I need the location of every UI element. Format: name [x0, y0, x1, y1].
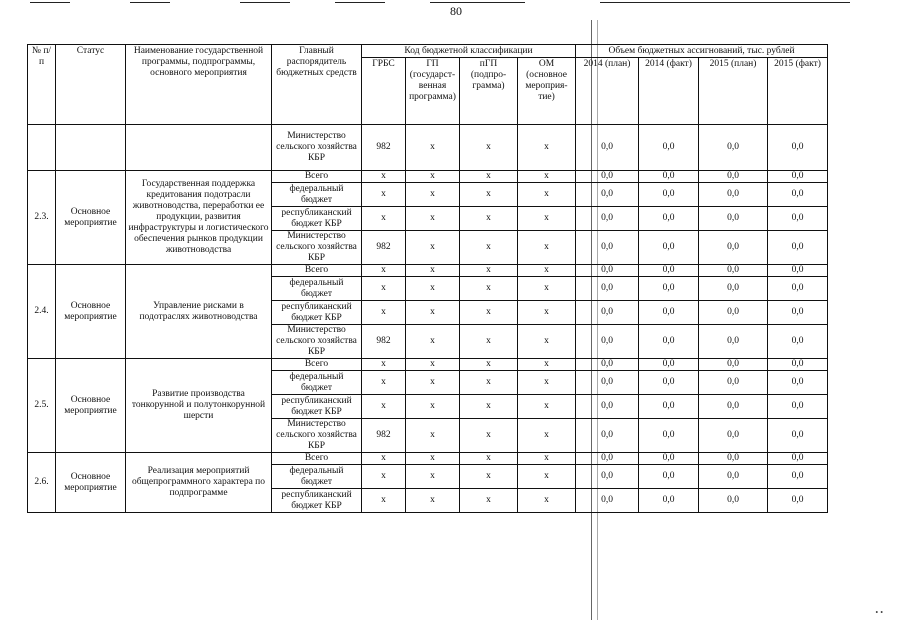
- value-2014-plan-cell: 0,0: [576, 125, 639, 171]
- row-measure-name: Развитие производства тонкорунной и полутонкорунной шерсти: [126, 359, 272, 453]
- grbs-cell: 982: [362, 125, 406, 171]
- value-2014-plan-cell: 0,0: [576, 301, 639, 325]
- value-2015-plan-cell: 0,0: [699, 207, 768, 231]
- distributor-cell: Всего: [272, 265, 362, 277]
- header-num: № п/п: [28, 45, 56, 125]
- value-2014-plan-cell: 0,0: [576, 277, 639, 301]
- distributor-cell: республиканский бюджет КБР: [272, 207, 362, 231]
- pgp-cell: x: [460, 171, 518, 183]
- grbs-cell: x: [362, 489, 406, 513]
- pgp-cell: x: [460, 325, 518, 359]
- value-2015-plan-cell: 0,0: [699, 183, 768, 207]
- value-2015-plan-cell: 0,0: [699, 301, 768, 325]
- om-cell: x: [518, 265, 576, 277]
- row-number: 2.5.: [28, 359, 56, 453]
- value-2014-plan-cell: 0,0: [576, 395, 639, 419]
- distributor-cell: республиканский бюджет КБР: [272, 301, 362, 325]
- gp-cell: x: [406, 301, 460, 325]
- om-cell: x: [518, 183, 576, 207]
- row-measure-name: Управление рисками в подотраслях животноводства: [126, 265, 272, 359]
- value-2015-plan-cell: 0,0: [699, 231, 768, 265]
- value-2014-plan-cell: 0,0: [576, 265, 639, 277]
- value-2014-fact-cell: 0,0: [639, 419, 699, 453]
- value-2015-fact-cell: 0,0: [768, 359, 828, 371]
- distributor-cell: республиканский бюджет КБР: [272, 489, 362, 513]
- om-cell: x: [518, 489, 576, 513]
- value-2014-plan-cell: 0,0: [576, 231, 639, 265]
- value-2015-fact-cell: 0,0: [768, 395, 828, 419]
- value-2014-fact-cell: 0,0: [639, 171, 699, 183]
- grbs-cell: x: [362, 277, 406, 301]
- distributor-cell: Министерство сельского хозяйства КБР: [272, 231, 362, 265]
- value-2015-fact-cell: 0,0: [768, 277, 828, 301]
- distributor-cell: Всего: [272, 359, 362, 371]
- value-2015-fact-cell: 0,0: [768, 371, 828, 395]
- grbs-cell: 982: [362, 325, 406, 359]
- row-num-cell: [28, 125, 56, 171]
- grbs-cell: x: [362, 265, 406, 277]
- row-number: 2.3.: [28, 171, 56, 265]
- value-2014-fact-cell: 0,0: [639, 465, 699, 489]
- scan-marks: • •: [875, 608, 883, 617]
- budget-table: [27, 44, 828, 513]
- value-2015-plan-cell: 0,0: [699, 277, 768, 301]
- value-2014-plan-cell: 0,0: [576, 489, 639, 513]
- gp-cell: x: [406, 371, 460, 395]
- value-2014-plan-cell: 0,0: [576, 371, 639, 395]
- value-2015-plan-cell: 0,0: [699, 265, 768, 277]
- scan-top-line: [600, 2, 850, 3]
- distributor-cell: федеральный бюджет: [272, 371, 362, 395]
- value-2014-fact-cell: 0,0: [639, 301, 699, 325]
- row-status-cell: [56, 125, 126, 171]
- value-2015-fact-cell: 0,0: [768, 125, 828, 171]
- pgp-cell: x: [460, 265, 518, 277]
- om-cell: x: [518, 277, 576, 301]
- header-2014-fact: 2014 (факт): [639, 58, 699, 125]
- value-2015-plan-cell: 0,0: [699, 325, 768, 359]
- pgp-cell: x: [460, 301, 518, 325]
- row-status: Основное мероприятие: [56, 453, 126, 513]
- gp-cell: x: [406, 419, 460, 453]
- value-2014-fact-cell: 0,0: [639, 183, 699, 207]
- distributor-cell: федеральный бюджет: [272, 183, 362, 207]
- row-number: 2.4.: [28, 265, 56, 359]
- gp-cell: x: [406, 465, 460, 489]
- value-2015-fact-cell: 0,0: [768, 207, 828, 231]
- value-2014-plan-cell: 0,0: [576, 171, 639, 183]
- value-2014-plan-cell: 0,0: [576, 419, 639, 453]
- pgp-cell: x: [460, 277, 518, 301]
- value-2015-fact-cell: 0,0: [768, 231, 828, 265]
- row-status: Основное мероприятие: [56, 265, 126, 359]
- value-2014-fact-cell: 0,0: [639, 231, 699, 265]
- value-2015-plan-cell: 0,0: [699, 371, 768, 395]
- om-cell: x: [518, 395, 576, 419]
- grbs-cell: x: [362, 183, 406, 207]
- scan-top-line: [335, 2, 385, 3]
- gp-cell: x: [406, 207, 460, 231]
- pgp-cell: x: [460, 183, 518, 207]
- value-2015-plan-cell: 0,0: [699, 453, 768, 465]
- gp-cell: x: [406, 171, 460, 183]
- value-2014-plan-cell: 0,0: [576, 325, 639, 359]
- row-number: 2.6.: [28, 453, 56, 513]
- gp-cell: x: [406, 265, 460, 277]
- scan-top-line: [430, 2, 525, 3]
- value-2015-fact-cell: 0,0: [768, 489, 828, 513]
- om-cell: x: [518, 465, 576, 489]
- value-2015-plan-cell: 0,0: [699, 419, 768, 453]
- gp-cell: x: [406, 325, 460, 359]
- row-measure-name: Реализация мероприятий общепрограммного характера по подпрограмме: [126, 453, 272, 513]
- om-cell: x: [518, 207, 576, 231]
- header-volume: Объем бюджетных ассигнований, тыс. рублей: [576, 45, 828, 58]
- om-cell: x: [518, 325, 576, 359]
- value-2015-fact-cell: 0,0: [768, 325, 828, 359]
- value-2014-plan-cell: 0,0: [576, 453, 639, 465]
- scan-top-line: [30, 2, 70, 3]
- distributor-cell: федеральный бюджет: [272, 277, 362, 301]
- value-2014-fact-cell: 0,0: [639, 125, 699, 171]
- distributor-cell: Всего: [272, 453, 362, 465]
- distributor-cell: Министерство сельского хозяйства КБР: [272, 325, 362, 359]
- grbs-cell: x: [362, 171, 406, 183]
- value-2015-plan-cell: 0,0: [699, 125, 768, 171]
- gp-cell: x: [406, 453, 460, 465]
- pgp-cell: x: [460, 207, 518, 231]
- row-status: Основное мероприятие: [56, 359, 126, 453]
- pgp-cell: x: [460, 465, 518, 489]
- header-2015-plan: 2015 (план): [699, 58, 768, 125]
- value-2014-plan-cell: 0,0: [576, 183, 639, 207]
- table-row: [28, 265, 828, 277]
- distributor-cell: Министерство сельского хозяйства КБР: [272, 125, 362, 171]
- value-2014-plan-cell: 0,0: [576, 207, 639, 231]
- gp-cell: x: [406, 395, 460, 419]
- distributor-cell: Всего: [272, 171, 362, 183]
- header-status: Статус: [56, 45, 126, 125]
- grbs-cell: x: [362, 301, 406, 325]
- value-2015-fact-cell: 0,0: [768, 265, 828, 277]
- pgp-cell: x: [460, 395, 518, 419]
- value-2015-fact-cell: 0,0: [768, 465, 828, 489]
- value-2014-plan-cell: 0,0: [576, 359, 639, 371]
- header-kbk: Код бюджетной классификации: [362, 45, 576, 58]
- value-2015-plan-cell: 0,0: [699, 359, 768, 371]
- distributor-cell: Министерство сельского хозяйства КБР: [272, 419, 362, 453]
- table-row: [28, 453, 828, 465]
- gp-cell: x: [406, 125, 460, 171]
- row-measure-name: Государственная поддержка кредитования подотрасли животноводства, переработки ее продукции, развития инфраструктуры и логистического обеспечения рынков продукции животноводства: [126, 171, 272, 265]
- om-cell: x: [518, 171, 576, 183]
- pgp-cell: x: [460, 359, 518, 371]
- scan-top-line: [240, 2, 290, 3]
- pgp-cell: x: [460, 489, 518, 513]
- value-2015-fact-cell: 0,0: [768, 419, 828, 453]
- om-cell: x: [518, 359, 576, 371]
- grbs-cell: x: [362, 453, 406, 465]
- gp-cell: x: [406, 231, 460, 265]
- header-pgp: пГП (подпро-грамма): [460, 58, 518, 125]
- grbs-cell: 982: [362, 231, 406, 265]
- value-2015-plan-cell: 0,0: [699, 489, 768, 513]
- header-gp: ГП (государст-венная программа): [406, 58, 460, 125]
- value-2014-fact-cell: 0,0: [639, 371, 699, 395]
- header-grbs: ГРБС: [362, 58, 406, 125]
- gp-cell: x: [406, 359, 460, 371]
- header-2015-fact: 2015 (факт): [768, 58, 828, 125]
- value-2014-plan-cell: 0,0: [576, 465, 639, 489]
- value-2014-fact-cell: 0,0: [639, 277, 699, 301]
- row-status: Основное мероприятие: [56, 171, 126, 265]
- value-2014-fact-cell: 0,0: [639, 265, 699, 277]
- value-2015-fact-cell: 0,0: [768, 453, 828, 465]
- header-name: Наименование государственной программы, подпрограммы, основного мероприятия: [126, 45, 272, 125]
- om-cell: x: [518, 371, 576, 395]
- value-2014-fact-cell: 0,0: [639, 395, 699, 419]
- distributor-cell: федеральный бюджет: [272, 465, 362, 489]
- row-name-cell: [126, 125, 272, 171]
- value-2015-plan-cell: 0,0: [699, 171, 768, 183]
- distributor-cell: республиканский бюджет КБР: [272, 395, 362, 419]
- value-2015-fact-cell: 0,0: [768, 183, 828, 207]
- om-cell: x: [518, 125, 576, 171]
- value-2014-fact-cell: 0,0: [639, 207, 699, 231]
- pgp-cell: x: [460, 125, 518, 171]
- value-2015-fact-cell: 0,0: [768, 171, 828, 183]
- value-2014-fact-cell: 0,0: [639, 325, 699, 359]
- header-om: ОМ (основное мероприя-тие): [518, 58, 576, 125]
- header-distributor: Главный распорядитель бюджетных средств: [272, 45, 362, 125]
- pgp-cell: x: [460, 453, 518, 465]
- om-cell: x: [518, 453, 576, 465]
- value-2014-fact-cell: 0,0: [639, 453, 699, 465]
- table-row: [28, 359, 828, 371]
- table-row: [28, 125, 828, 171]
- value-2014-fact-cell: 0,0: [639, 489, 699, 513]
- grbs-cell: x: [362, 395, 406, 419]
- pgp-cell: x: [460, 371, 518, 395]
- pgp-cell: x: [460, 419, 518, 453]
- grbs-cell: x: [362, 465, 406, 489]
- pgp-cell: x: [460, 231, 518, 265]
- value-2015-fact-cell: 0,0: [768, 301, 828, 325]
- value-2015-plan-cell: 0,0: [699, 465, 768, 489]
- gp-cell: x: [406, 277, 460, 301]
- table-row: [28, 171, 828, 183]
- gp-cell: x: [406, 183, 460, 207]
- om-cell: x: [518, 231, 576, 265]
- grbs-cell: x: [362, 359, 406, 371]
- gp-cell: x: [406, 489, 460, 513]
- om-cell: x: [518, 419, 576, 453]
- value-2015-plan-cell: 0,0: [699, 395, 768, 419]
- om-cell: x: [518, 301, 576, 325]
- grbs-cell: 982: [362, 419, 406, 453]
- value-2014-fact-cell: 0,0: [639, 359, 699, 371]
- grbs-cell: x: [362, 371, 406, 395]
- grbs-cell: x: [362, 207, 406, 231]
- scan-top-line: [130, 2, 170, 3]
- header-2014-plan: 2014 (план): [576, 58, 639, 125]
- page-number: 80: [450, 4, 462, 18]
